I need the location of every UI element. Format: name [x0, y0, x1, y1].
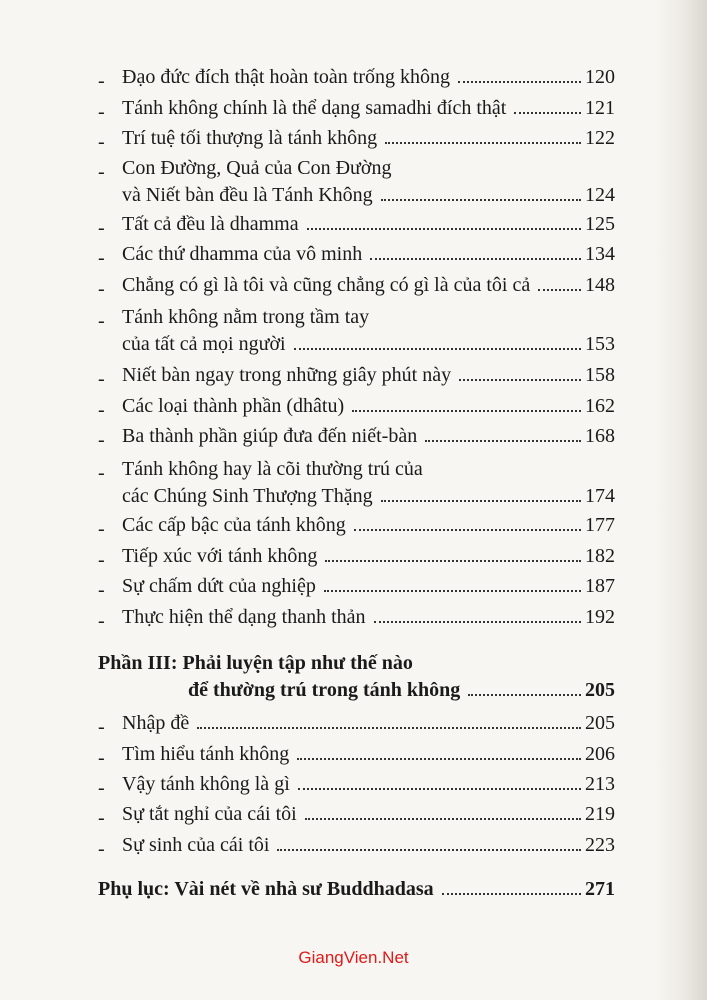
toc-page-number: 162 — [585, 395, 615, 417]
bullet-dash: - — [98, 777, 105, 799]
dot-leader — [385, 141, 581, 144]
toc-page-number: 174 — [585, 485, 615, 507]
toc-title: Sự chấm dứt của nghiệp — [122, 575, 316, 597]
dot-leader — [325, 559, 581, 562]
toc-line — [122, 575, 615, 601]
dot-leader — [458, 80, 581, 83]
toc-page-number: 121 — [585, 97, 615, 119]
toc-title: Sự tắt nghỉ của cái tôi — [122, 803, 297, 825]
bullet-dash: - — [98, 278, 105, 300]
dot-leader — [324, 589, 581, 592]
toc-page-number: 122 — [585, 127, 615, 149]
toc-page-number: 219 — [585, 803, 615, 825]
bullet-dash: - — [98, 462, 105, 484]
toc-page-number: 148 — [585, 274, 615, 296]
toc-title: Các loại thành phần (dhâtu) — [122, 395, 345, 417]
toc-title: Các thứ dhamma của vô minh — [122, 243, 363, 265]
dot-leader — [197, 726, 581, 729]
toc-line — [122, 184, 615, 210]
toc-title: Tìm hiểu tánh không — [122, 743, 290, 765]
toc-title: các Chúng Sinh Thượng Thặng — [122, 485, 373, 507]
toc-title: Ba thành phần giúp đưa đến niết-bàn — [122, 425, 418, 447]
bullet-dash: - — [98, 807, 105, 829]
bullet-dash: - — [98, 217, 105, 239]
toc-line — [122, 485, 615, 511]
toc-line — [188, 679, 615, 705]
part-heading-line1: Phần III: Phải luyện tập như thế nào — [98, 652, 413, 674]
dot-leader — [354, 528, 581, 531]
toc-page-number: 125 — [585, 213, 615, 235]
toc-page-number: 192 — [585, 606, 615, 628]
toc-line — [122, 274, 615, 300]
toc-line — [122, 97, 615, 123]
toc-title: Chẳng có gì là tôi và cũng chẳng có gì là của tôi cả — [122, 274, 531, 296]
toc-title: Nhập đề — [122, 712, 190, 734]
toc-page-number: 177 — [585, 514, 615, 536]
toc-page-number: 158 — [585, 364, 615, 386]
dot-leader — [468, 693, 581, 696]
toc-title-line1: Tánh không hay là cõi thường trú của — [122, 458, 423, 480]
toc-page-number: 182 — [585, 545, 615, 567]
toc-page-number: 206 — [585, 743, 615, 765]
toc-line — [122, 127, 615, 153]
toc-title: Đạo đức đích thật hoàn toàn trống không — [122, 66, 450, 88]
toc-line — [122, 606, 615, 632]
bullet-dash: - — [98, 747, 105, 769]
toc-line — [122, 425, 615, 451]
toc-page-number: 124 — [585, 184, 615, 206]
toc-line — [122, 514, 615, 540]
bullet-dash: - — [98, 368, 105, 390]
toc-line — [122, 712, 615, 738]
toc-page-number: 168 — [585, 425, 615, 447]
toc-line — [122, 773, 615, 799]
toc-title: Thực hiện thể dạng thanh thản — [122, 606, 366, 628]
toc-line — [122, 803, 615, 829]
toc-title: Các cấp bậc của tánh không — [122, 514, 346, 536]
bullet-dash: - — [98, 549, 105, 571]
dot-leader — [381, 198, 581, 201]
toc-line — [122, 834, 615, 860]
dot-leader — [381, 499, 581, 502]
toc-page-number: 223 — [585, 834, 615, 856]
toc-title: Tất cả đều là dhamma — [122, 213, 299, 235]
toc-page-number: 205 — [585, 712, 615, 734]
toc-line — [122, 743, 615, 769]
toc-line-first — [122, 458, 615, 484]
toc-title: Vậy tánh không là gì — [122, 773, 290, 795]
dot-leader — [442, 892, 581, 895]
toc-line — [122, 333, 615, 359]
toc-page-number: 134 — [585, 243, 615, 265]
watermark: GiangVien.Net — [298, 948, 409, 967]
toc-line — [122, 395, 615, 421]
bullet-dash: - — [98, 131, 105, 153]
part-heading-line2: để thường trú trong tánh không — [188, 679, 461, 701]
toc-title: Trí tuệ tối thượng là tánh không — [122, 127, 378, 149]
toc-title: Sự sinh của cái tôi — [122, 834, 270, 856]
toc-page-number: 120 — [585, 66, 615, 88]
toc-line — [122, 364, 615, 390]
toc-page-number: 213 — [585, 773, 615, 795]
bullet-dash: - — [98, 579, 105, 601]
page-edge-shadow — [655, 0, 707, 1000]
toc-line — [122, 213, 615, 239]
toc-page-number: 187 — [585, 575, 615, 597]
bullet-dash: - — [98, 838, 105, 860]
dot-leader — [298, 787, 581, 790]
toc-line-first — [122, 306, 615, 332]
toc-line — [98, 878, 615, 904]
appendix-title: Phụ lục: Vài nét về nhà sư Buddhadasa — [98, 878, 434, 900]
dot-leader — [370, 257, 581, 260]
toc-line — [122, 243, 615, 269]
toc-line — [122, 66, 615, 92]
dot-leader — [459, 378, 581, 381]
toc-title: của tất cả mọi người — [122, 333, 286, 355]
bullet-dash: - — [98, 247, 105, 269]
bullet-dash: - — [98, 161, 105, 183]
toc-line-first — [122, 157, 615, 183]
dot-leader — [305, 817, 581, 820]
dot-leader — [538, 288, 581, 291]
bullet-dash: - — [98, 429, 105, 451]
bullet-dash: - — [98, 70, 105, 92]
toc-title: Tiếp xúc với tánh không — [122, 545, 318, 567]
dot-leader — [294, 347, 581, 350]
bullet-dash: - — [98, 716, 105, 738]
toc-title: Tánh không chính là thể dạng samadhi đích thật — [122, 97, 507, 119]
bullet-dash: - — [98, 610, 105, 632]
toc-title-line1: Con Đường, Quả của Con Đường — [122, 157, 392, 179]
bullet-dash: - — [98, 101, 105, 123]
dot-leader — [514, 111, 581, 114]
dot-leader — [374, 620, 581, 623]
toc-line — [122, 545, 615, 571]
dot-leader — [297, 757, 581, 760]
toc-page-number: 271 — [585, 878, 615, 900]
toc-title: Niết bàn ngay trong những giây phút này — [122, 364, 452, 386]
toc-page-number: 153 — [585, 333, 615, 355]
toc-title: và Niết bàn đều là Tánh Không — [122, 184, 373, 206]
dot-leader — [425, 439, 581, 442]
dot-leader — [307, 227, 581, 230]
bullet-dash: - — [98, 518, 105, 540]
dot-leader — [352, 409, 581, 412]
toc-title-line1: Tánh không nằm trong tầm tay — [122, 306, 370, 328]
toc-page-number: 205 — [585, 679, 615, 701]
dot-leader — [277, 848, 581, 851]
bullet-dash: - — [98, 399, 105, 421]
bullet-dash: - — [98, 310, 105, 332]
